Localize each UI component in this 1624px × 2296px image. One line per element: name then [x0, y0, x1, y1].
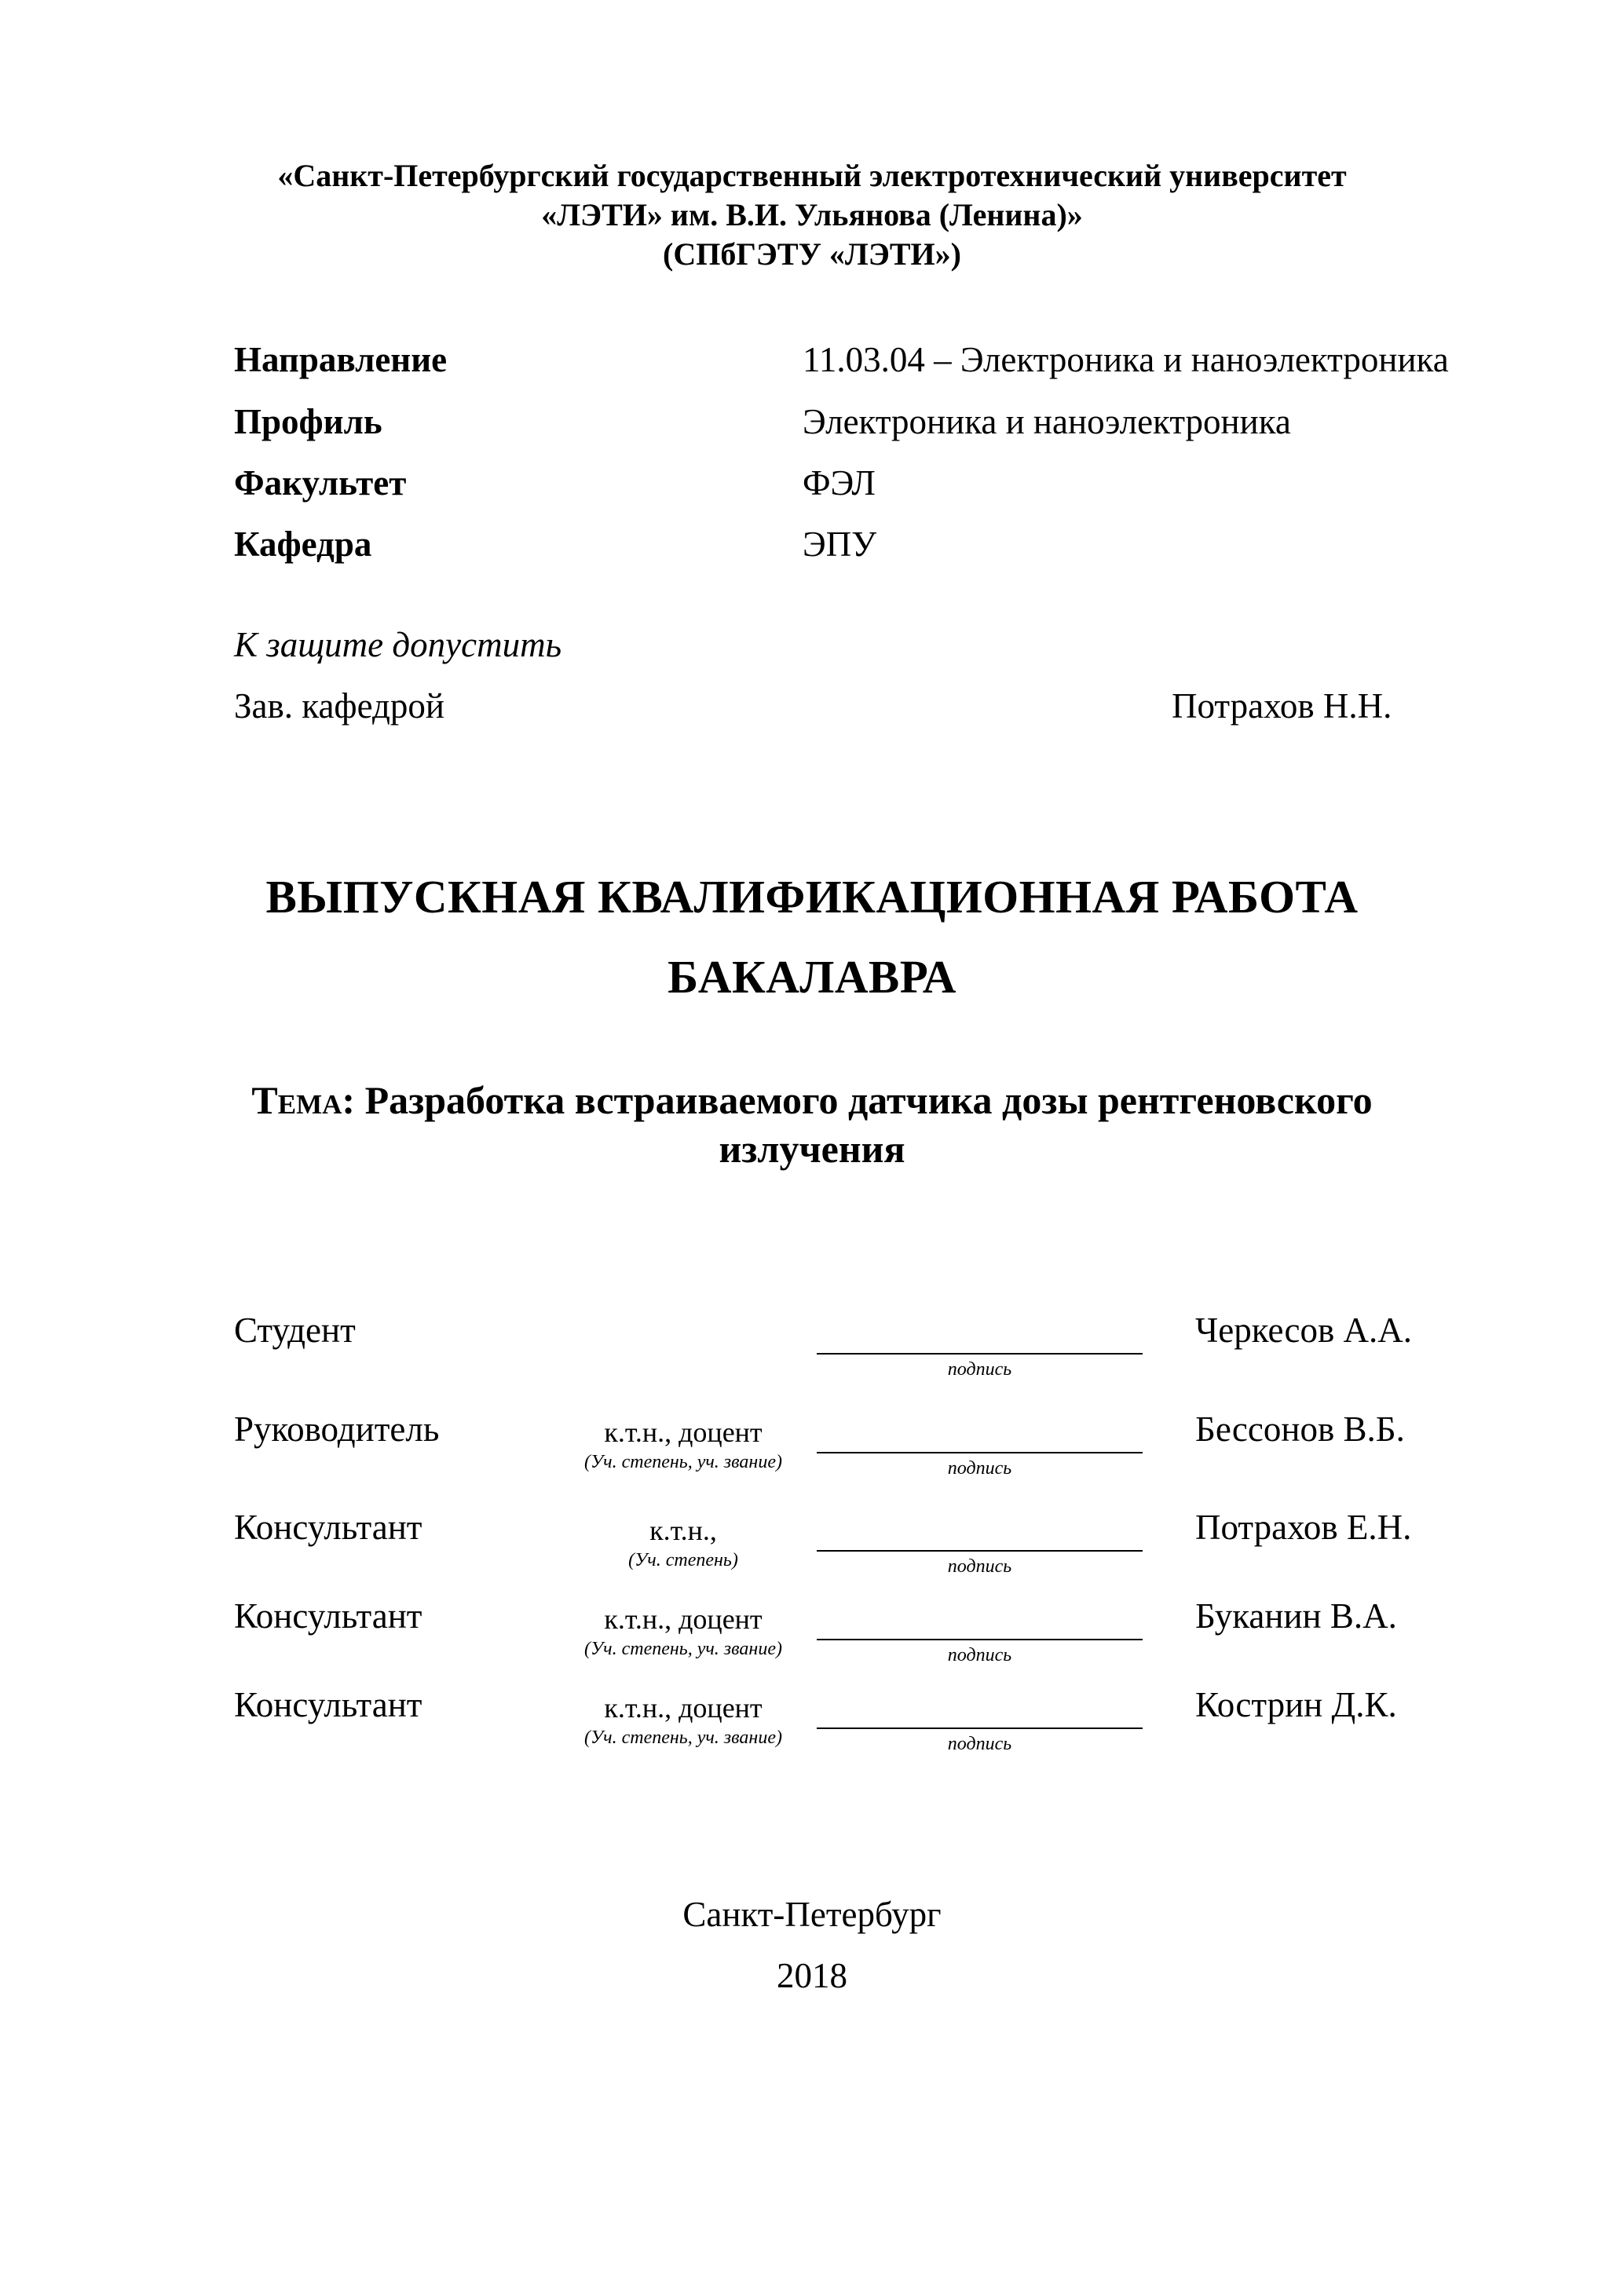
person-role: Студент: [234, 1311, 356, 1350]
person-role: Консультант: [234, 1596, 422, 1636]
signature-caption: подпись: [947, 1556, 1012, 1577]
approval-note: К защите допустить: [234, 625, 562, 664]
signature-line: [817, 1727, 1143, 1729]
footer-year: 2018: [777, 1956, 847, 1995]
degree-caption: (Уч. степень, уч. звание): [584, 1452, 782, 1472]
person-role: Консультант: [234, 1508, 422, 1547]
person-name: Буканин В.А.: [1195, 1596, 1397, 1636]
info-value-department: ЭПУ: [803, 525, 877, 564]
person-name: Черкесов А.А.: [1195, 1311, 1413, 1350]
approval-position: Зав. кафедрой: [234, 686, 444, 726]
signature-line: [817, 1550, 1143, 1552]
person-degree: к.т.н., доцент: [604, 1603, 763, 1635]
work-title-line1: ВЫПУСКНАЯ КВАЛИФИКАЦИОННАЯ РАБОТА: [265, 871, 1359, 923]
info-label-direction: Направление: [234, 340, 448, 379]
footer-city: Санкт-Петербург: [682, 1895, 942, 1934]
topic-text-line2: излучения: [719, 1127, 905, 1171]
info-label-department: Кафедра: [234, 525, 372, 564]
signature-caption: подпись: [947, 1645, 1012, 1665]
person-name: Потрахов Е.Н.: [1195, 1508, 1412, 1547]
signature-caption: подпись: [947, 1734, 1012, 1754]
topic-text-line1: Разработка встраиваемого датчика дозы рентгеновского: [364, 1078, 1373, 1122]
signature-line: [817, 1353, 1143, 1355]
university-abbreviation: (СПбГЭТУ «ЛЭТИ»): [663, 236, 961, 272]
work-title-line2: БАКАЛАВРА: [668, 951, 956, 1003]
person-degree: к.т.н., доцент: [604, 1692, 763, 1724]
info-label-faculty: Факультет: [234, 463, 407, 503]
info-value-faculty: ФЭЛ: [803, 463, 876, 503]
person-degree: к.т.н., доцент: [604, 1417, 763, 1448]
person-degree: к.т.н.,: [649, 1515, 717, 1546]
signature-line: [817, 1452, 1143, 1453]
info-value-profile: Электроника и наноэлектроника: [803, 402, 1291, 441]
person-name: Бессонов В.Б.: [1195, 1409, 1405, 1449]
info-value-direction: 11.03.04 – Электроника и наноэлектроника: [803, 340, 1449, 379]
signature-caption: подпись: [947, 1458, 1012, 1479]
person-role: Консультант: [234, 1685, 422, 1724]
degree-caption: (Уч. степень): [628, 1550, 738, 1570]
university-name-line2: «ЛЭТИ» им. В.И. Ульянова (Ленина)»: [541, 197, 1083, 232]
person-role: Руководитель: [234, 1409, 440, 1449]
signature-caption: подпись: [947, 1359, 1012, 1380]
info-label-profile: Профиль: [234, 402, 382, 441]
university-name-line1: «Санкт-Петербургский государственный электротехнический университет: [277, 158, 1347, 193]
topic-label: Тема:: [251, 1078, 356, 1122]
degree-caption: (Уч. степень, уч. звание): [584, 1639, 782, 1659]
signature-line: [817, 1639, 1143, 1640]
person-name: Кострин Д.К.: [1195, 1685, 1397, 1724]
degree-caption: (Уч. степень, уч. звание): [584, 1727, 782, 1748]
topic-line1: [0, 1077, 1624, 1123]
approval-name: Потрахов Н.Н.: [1172, 686, 1392, 726]
